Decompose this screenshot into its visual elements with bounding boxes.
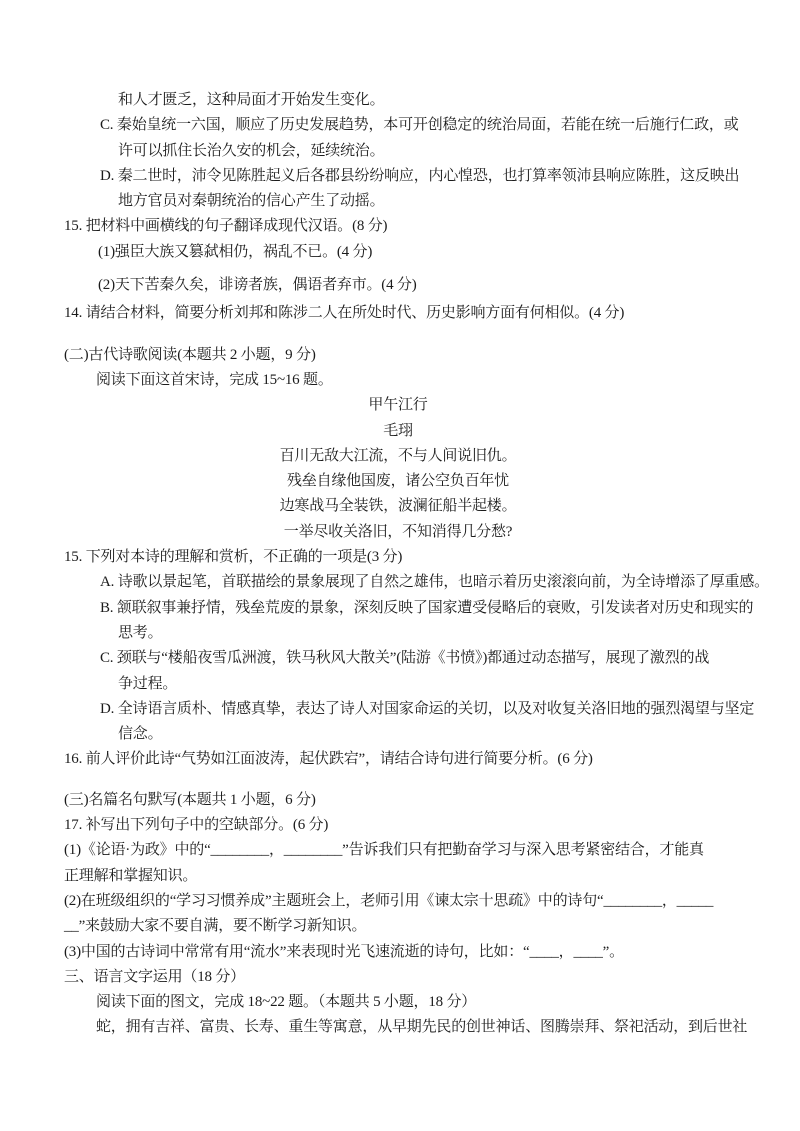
question-17-item-2-continuation: __”来鼓励大家不要自满，要不断学习新知识。 (64, 918, 367, 935)
question-17-item-1-continuation: 正理解和掌握知识。 (64, 867, 198, 884)
option-c: C. 秦始皇统一六国，顺应了历史发展趋势，本可开创稳定的统治局面，若能在统一后施行仁政，或 (100, 117, 739, 134)
reading-instruction: 阅读下面这首宋诗，完成 15~16 题。 (96, 371, 333, 388)
option-d-continuation: 地方官员对秦朝统治的信心产生了动摇。 (118, 193, 385, 210)
reading-instruction: 阅读下面的图文，完成 18~22 题。（本题共 5 小题，18 分） (96, 994, 477, 1011)
option-d: D. 秦二世时，沛令见陈胜起义后各郡县纷纷响应，内心惶恐，也打算率领沛县响应陈胜，这反映出 (100, 167, 740, 184)
option-d: D. 全诗语言质朴、情感真挚，表达了诗人对国家命运的关切，以及对收复关洛旧地的强烈渴望与坚定 (100, 700, 755, 717)
option-b-continuation: 和人才匮乏，这种局面才开始发生变化。 (118, 92, 385, 108)
question-17: 17. 补写出下列句子中的空缺部分。(6 分) (64, 817, 329, 834)
poem-line-4: 一举尽收关洛旧，不知消得几分愁? (283, 523, 513, 540)
question-17-item-2: (2)在班级组织的“学习习惯养成”主题班会上，老师引用《谏太宗十思疏》中的诗句“________，_____ (64, 892, 714, 909)
poem-title: 甲午江行 (368, 397, 428, 414)
option-c-continuation: 许可以抓住长治久安的机会，延续统治。 (118, 142, 385, 159)
poem-line-3: 边寒战马全装铁，波澜征船半起楼。 (279, 498, 517, 515)
section-heading-poetry: (二)古代诗歌阅读(本题共 2 小题，9 分) (64, 346, 316, 363)
option-b-continuation: 思考。 (118, 624, 163, 641)
question-17-item-1: (1)《论语·为政》中的“________，________”告诉我们只有把勤奋学习与深入思考紧密结合，才能真 (64, 842, 704, 859)
question-14: 14. 请结合材料，简要分析刘邦和陈涉二人在所处时代、历史影响方面有何相似。(4 分) (64, 305, 625, 322)
question-17-item-3: (3)中国的古诗词中常常有用“流水”来表现时光飞速流逝的诗句，比如：“____，____”。 (64, 943, 624, 960)
poem-author: 毛珝 (383, 422, 413, 439)
section-heading-language-use: 三、语言文字运用（18 分） (64, 968, 245, 985)
question-15-poem: 15. 下列对本诗的理解和赏析，不正确的一项是(3 分) (64, 549, 403, 566)
option-c-continuation: 争过程。 (118, 675, 178, 692)
section-heading-dictation: (三)名篇名句默写(本题共 1 小题，6 分) (64, 791, 316, 808)
poem-line-2: 残垒自缘他国废，诸公空负百年忧 (286, 473, 509, 490)
question-15-item-1: (1)强臣大族又篡弑相仍，祸乱不已。(4 分) (98, 243, 373, 260)
poem-line-1: 百川无敌大江流，不与人间说旧仇。 (279, 447, 517, 464)
question-15-item-2: (2)天下苦秦久矣，诽谤者族，偶语者弃市。(4 分) (98, 277, 417, 294)
question-15-translation: 15. 把材料中画横线的句子翻译成现代汉语。(8 分) (64, 218, 388, 235)
option-b: B. 颔联叙事兼抒情，残垒荒废的景象，深刻反映了国家遭受侵略后的衰败，引发读者对历史和现实的 (100, 599, 754, 616)
option-c: C. 颈联与“楼船夜雪瓜洲渡，铁马秋风大散关”(陆游《书愤》)都通过动态描写，展现了激烈的战 (100, 650, 710, 667)
question-16: 16. 前人评价此诗“气势如江面波涛，起伏跌宕”，请结合诗句进行简要分析。(6 分) (64, 751, 593, 768)
option-a: A. 诗歌以景起笔，首联描绘的景象展现了自然之雄伟，也暗示着历史滚滚向前，为全诗增添了厚重感。 (100, 574, 769, 591)
passage-line: 蛇，拥有吉祥、富贵、长寿、重生等寓意，从早期先民的创世神话、图腾崇拜、祭祀活动，到后世社 (96, 1019, 748, 1036)
option-d-continuation: 信念。 (118, 726, 163, 743)
